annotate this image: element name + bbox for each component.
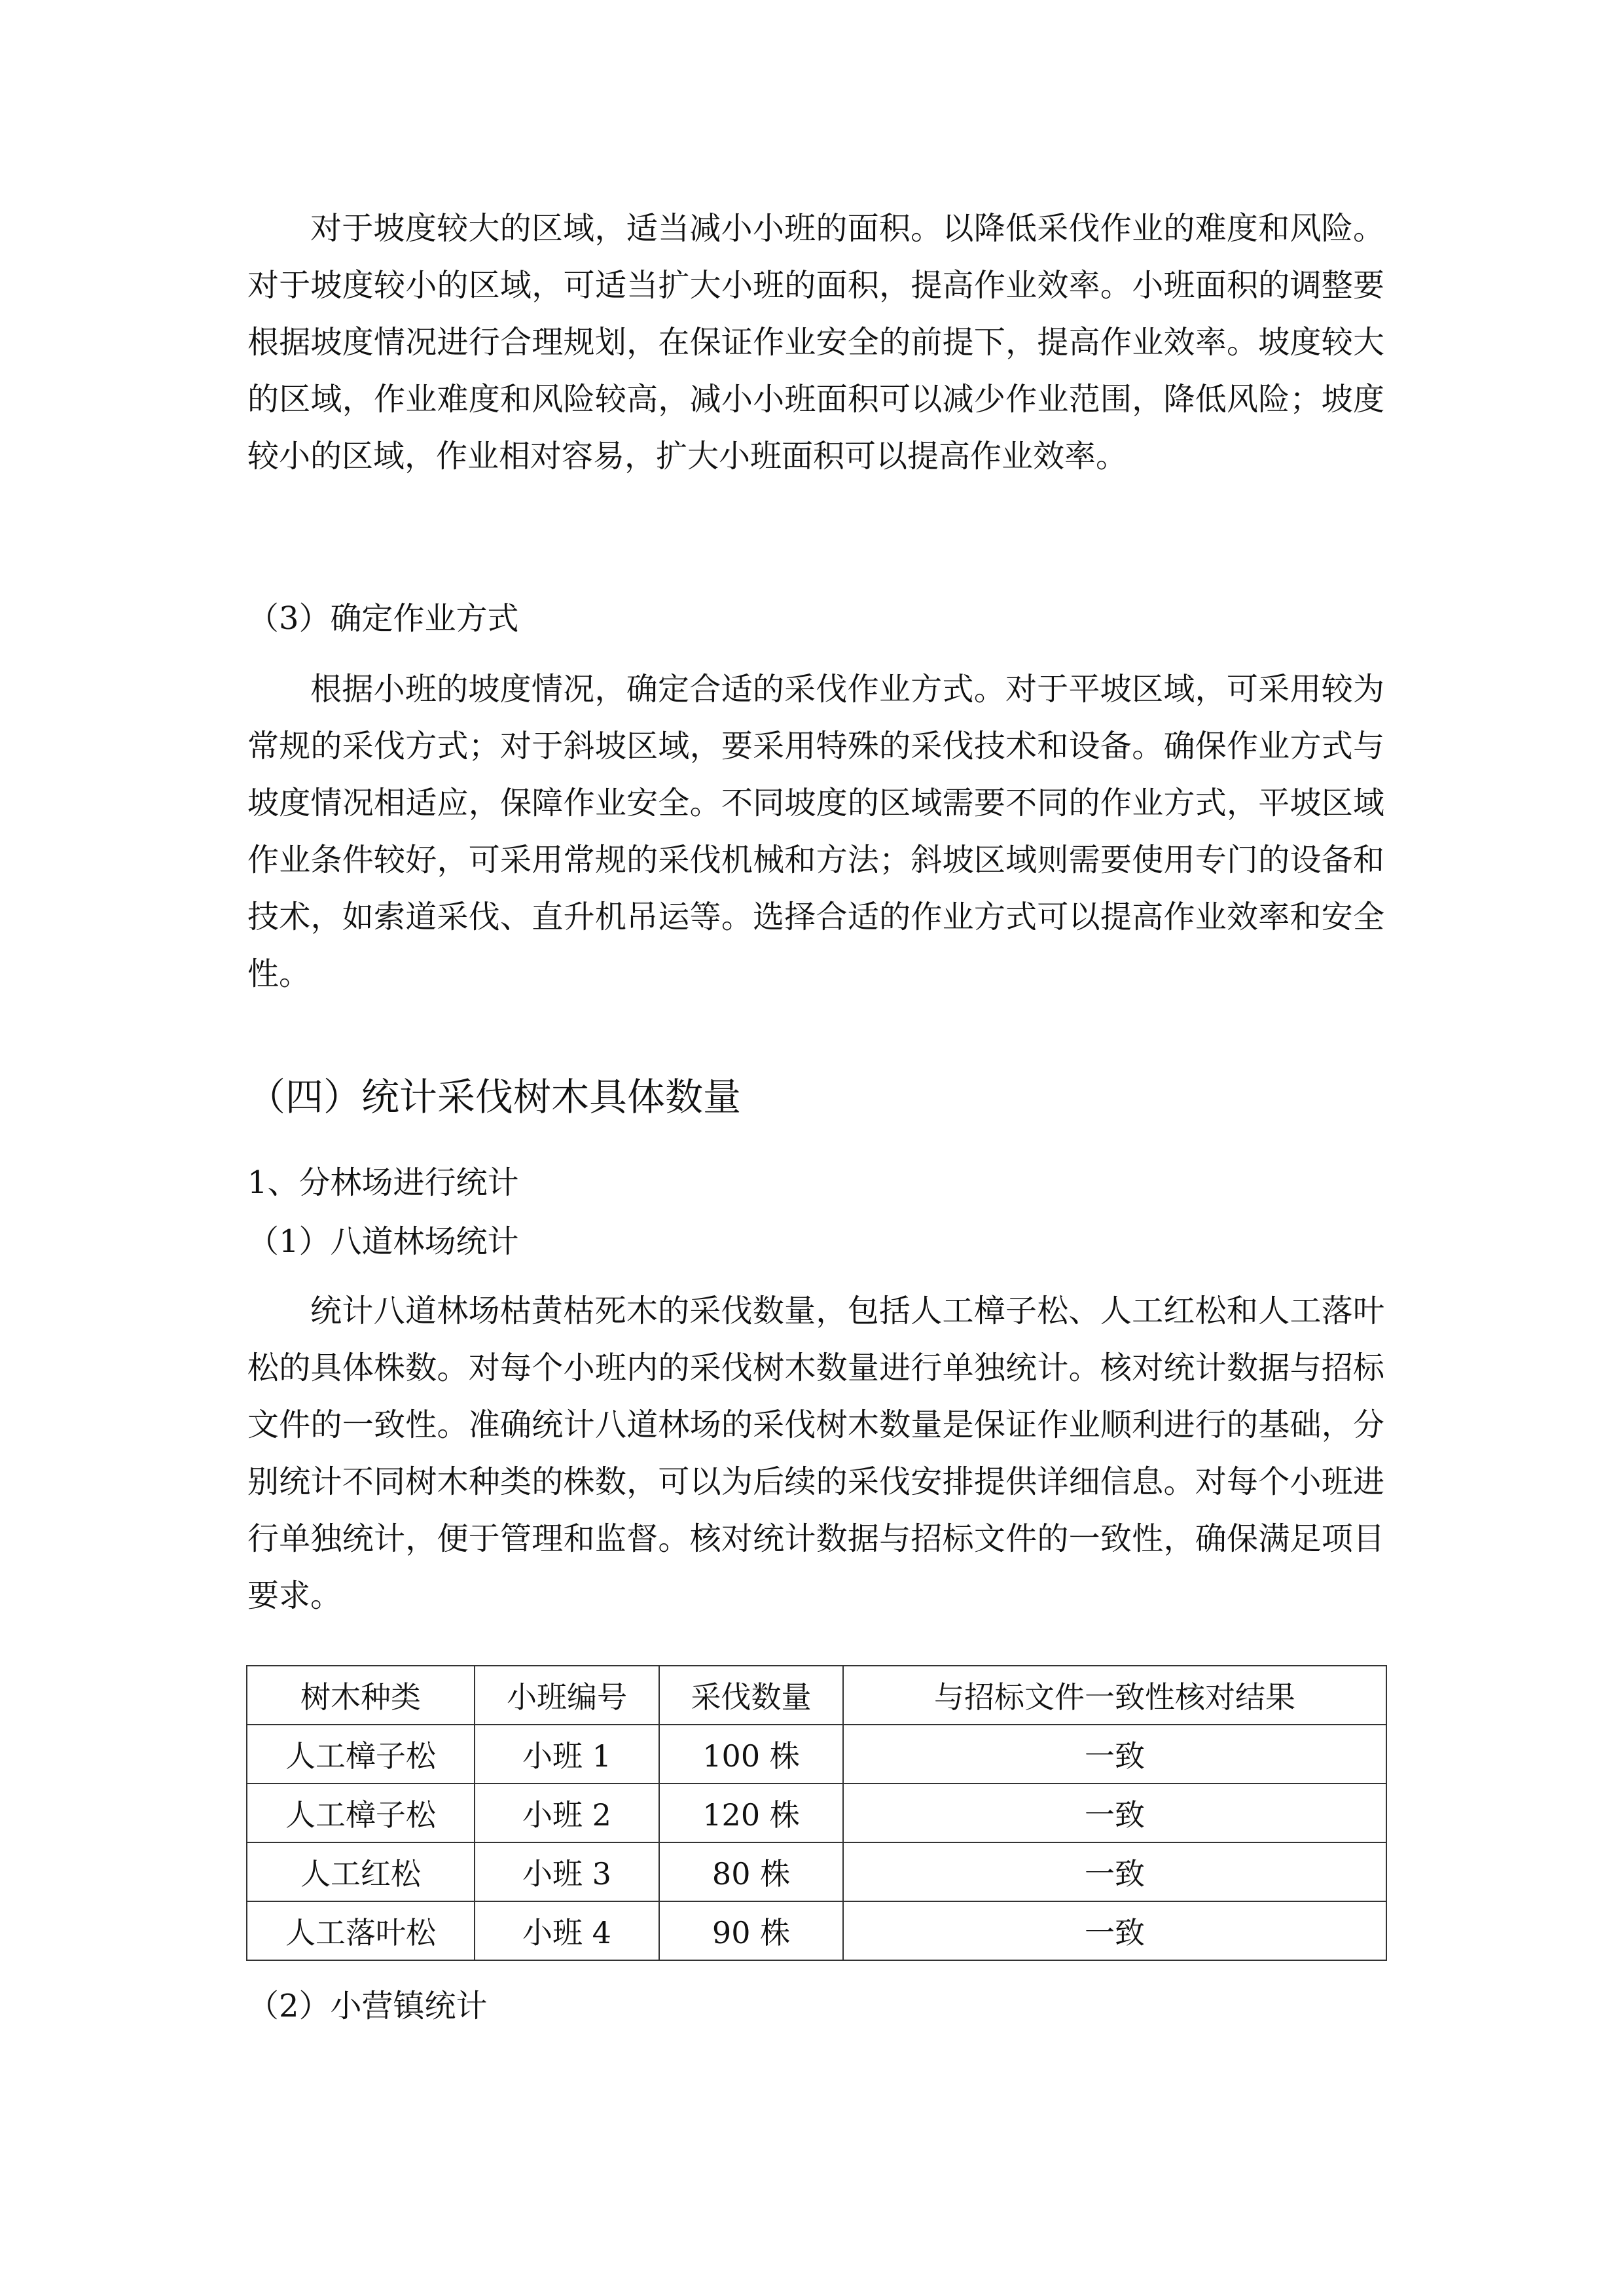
cell: 80 株 — [659, 1842, 843, 1901]
cell: 一致 — [843, 1842, 1386, 1901]
cell: 人工樟子松 — [247, 1784, 475, 1842]
paragraph-slope-area: 对于坡度较大的区域，适当减小小班的面积。以降低采伐作业的难度和风险。对于坡度较小的区域，可适当扩大小班的面积，提高作业效率。小班面积的调整要根据坡度情况进行合理规划，在保证作业安全的前提下，提高作业效率。坡度较大的区域，作业难度和风险较高，减小小班面积可以减少作业范围，降低风险；坡度较小的区域，作业相对容易，扩大小班面积可以提高作业效率。 — [247, 210, 1384, 475]
cell: 90 株 — [659, 1901, 843, 1960]
section-heading: （四）统计采伐树木具体数量 — [247, 1075, 742, 1119]
cell: 小班 3 — [475, 1842, 659, 1901]
cell: 人工落叶松 — [247, 1901, 475, 1960]
table-row — [247, 1901, 1386, 1960]
header-cell: 树木种类 — [247, 1666, 475, 1725]
paragraph-badao: 统计八道林场枯黄枯死木的采伐数量，包括人工樟子松、人工红松和人工落叶松的具体株数。对每个小班内的采伐树木数量进行单独统计。核对统计数据与招标文件的一致性。准确统计八道林场的采伐树木数量是保证作业顺利进行的基础，分别统计不同树木种类的株数，可以为后续的采伐安排提供详细信息。对每个小班进行单独统计，便于管理和监督。核对统计数据与招标文件的一致性，确保满足项目要求。 — [247, 1293, 1384, 1614]
cell: 小班 4 — [475, 1901, 659, 1960]
subheading-by-forest-farm: 1、分林场进行统计 — [247, 1164, 519, 1201]
table-row — [247, 1725, 1386, 1784]
subheading-operation-mode: （3）确定作业方式 — [247, 600, 519, 637]
table-row — [247, 1784, 1386, 1842]
subheading-xiaoyingzhen: （2）小营镇统计 — [247, 1988, 488, 2024]
cell: 人工樟子松 — [247, 1725, 475, 1784]
cell: 小班 1 — [475, 1725, 659, 1784]
cell: 小班 2 — [475, 1784, 659, 1842]
cell: 一致 — [843, 1784, 1386, 1842]
cell: 一致 — [843, 1725, 1386, 1784]
paragraph-operation-mode: 根据小班的坡度情况，确定合适的采伐作业方式。对于平坡区域，可采用较为常规的采伐方式；对于斜坡区域，要采用特殊的采伐技术和设备。确保作业方式与坡度情况相适应，保障作业安全。不同坡度的区域需要不同的作业方式，平坡区域作业条件较好，可采用常规的采伐机械和方法；斜坡区域则需要使用专门的设备和技术，如索道采伐、直升机吊运等。选择合适的作业方式可以提高作业效率和安全性。 — [247, 671, 1384, 992]
cell: 120 株 — [659, 1784, 843, 1842]
cell: 人工红松 — [247, 1842, 475, 1901]
table-header-row — [247, 1666, 1386, 1725]
subheading-badao: （1）八道林场统计 — [247, 1223, 519, 1260]
cell: 一致 — [843, 1901, 1386, 1960]
cell: 100 株 — [659, 1725, 843, 1784]
table-row — [247, 1842, 1386, 1901]
header-cell: 与招标文件一致性核对结果 — [843, 1666, 1386, 1725]
harvest-count-table — [246, 1665, 1387, 1961]
header-cell: 小班编号 — [475, 1666, 659, 1725]
header-cell: 采伐数量 — [659, 1666, 843, 1725]
